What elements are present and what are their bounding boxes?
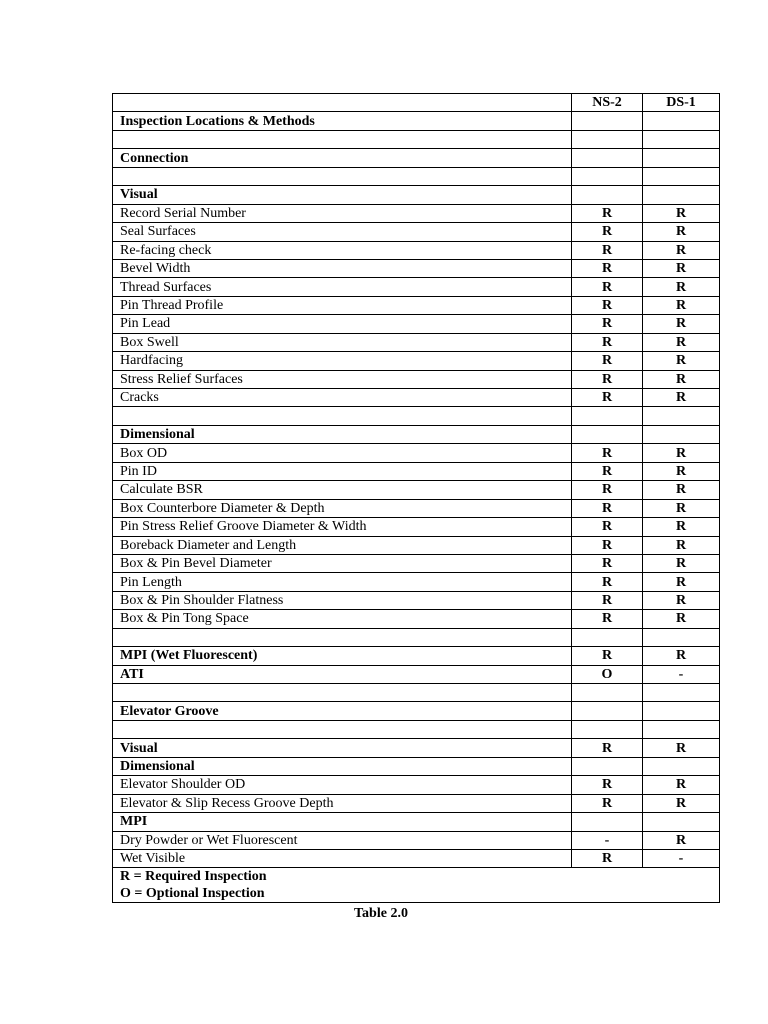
ds1-cell: R [643, 370, 720, 388]
row-label: Dimensional [113, 757, 572, 775]
column-header-ds1: DS-1 [643, 94, 720, 112]
row-label: Cracks [113, 389, 572, 407]
row-label [113, 167, 572, 185]
row-label: Pin Thread Profile [113, 296, 572, 314]
row-label: Calculate BSR [113, 481, 572, 499]
table-row [113, 518, 720, 536]
ns2-cell: R [572, 591, 643, 609]
row-label: Thread Surfaces [113, 278, 572, 296]
ns2-cell: R [572, 739, 643, 757]
row-label: Seal Surfaces [113, 223, 572, 241]
row-label: Dimensional [113, 425, 572, 443]
ns2-cell [572, 149, 643, 167]
ns2-cell: R [572, 370, 643, 388]
inspection-table [112, 93, 720, 903]
row-label: Pin Stress Relief Groove Diameter & Width [113, 518, 572, 536]
ds1-cell [643, 425, 720, 443]
table-row [113, 112, 720, 130]
ns2-cell: R [572, 389, 643, 407]
row-label: Pin ID [113, 462, 572, 480]
table-row [113, 573, 720, 591]
ns2-cell: R [572, 444, 643, 462]
ns2-cell: O [572, 665, 643, 683]
ds1-cell: R [643, 481, 720, 499]
table-row [113, 315, 720, 333]
ns2-cell: R [572, 499, 643, 517]
ns2-cell [572, 425, 643, 443]
ds1-cell: R [643, 739, 720, 757]
row-label [113, 720, 572, 738]
ns2-cell: R [572, 536, 643, 554]
legend-item: O = Optional Inspection [120, 886, 265, 902]
table-caption: Table 2.0 [354, 906, 408, 921]
row-label: Re-facing check [113, 241, 572, 259]
row-label: MPI [113, 813, 572, 831]
ns2-cell: R [572, 518, 643, 536]
table-row [113, 278, 720, 296]
table-row [113, 536, 720, 554]
row-label: Wet Visible [113, 849, 572, 867]
table-row [113, 813, 720, 831]
table-row [113, 739, 720, 757]
legend-item: R = Required Inspection [120, 869, 267, 885]
row-label: Connection [113, 149, 572, 167]
ds1-cell [643, 186, 720, 204]
row-label: Box OD [113, 444, 572, 462]
ds1-cell: R [643, 204, 720, 222]
ds1-cell: R [643, 296, 720, 314]
table-row [113, 186, 720, 204]
table-header-row [113, 94, 720, 112]
table-row [113, 849, 720, 867]
row-label: Bevel Width [113, 259, 572, 277]
row-label: Elevator Shoulder OD [113, 776, 572, 794]
ns2-cell: R [572, 259, 643, 277]
row-label [113, 628, 572, 646]
row-label: Box Swell [113, 333, 572, 351]
ds1-cell: R [643, 278, 720, 296]
table-row [113, 370, 720, 388]
table-row [113, 352, 720, 370]
table-row [113, 831, 720, 849]
ns2-cell: R [572, 794, 643, 812]
row-label: Stress Relief Surfaces [113, 370, 572, 388]
row-label: Visual [113, 739, 572, 757]
ns2-cell [572, 757, 643, 775]
row-label: Box & Pin Bevel Diameter [113, 554, 572, 572]
ds1-cell: R [643, 444, 720, 462]
ns2-cell: R [572, 573, 643, 591]
ds1-cell: R [643, 333, 720, 351]
row-label [113, 130, 572, 148]
ds1-cell [643, 167, 720, 185]
ns2-cell: R [572, 776, 643, 794]
table-row [113, 149, 720, 167]
row-label: Boreback Diameter and Length [113, 536, 572, 554]
table-row [113, 591, 720, 609]
ds1-cell: R [643, 315, 720, 333]
row-label: Record Serial Number [113, 204, 572, 222]
ns2-cell: R [572, 204, 643, 222]
table-row [113, 204, 720, 222]
ns2-cell [572, 720, 643, 738]
row-label [113, 407, 572, 425]
ds1-cell: R [643, 591, 720, 609]
table-row [113, 499, 720, 517]
ns2-cell [572, 130, 643, 148]
row-label: Box & Pin Tong Space [113, 610, 572, 628]
ds1-cell [643, 628, 720, 646]
ds1-cell [643, 130, 720, 148]
table-row [113, 794, 720, 812]
ds1-cell: R [643, 352, 720, 370]
table-row [113, 389, 720, 407]
ds1-cell [643, 813, 720, 831]
legend-cell [113, 868, 720, 903]
table-row [113, 554, 720, 572]
row-label: Elevator Groove [113, 702, 572, 720]
ns2-cell [572, 628, 643, 646]
ds1-cell [643, 757, 720, 775]
ds1-cell: - [643, 849, 720, 867]
row-label: ATI [113, 665, 572, 683]
ns2-cell: R [572, 241, 643, 259]
row-label: Elevator & Slip Recess Groove Depth [113, 794, 572, 812]
header-corner-cell [113, 94, 572, 112]
table-row [113, 610, 720, 628]
table-row [113, 628, 720, 646]
table-row [113, 720, 720, 738]
row-label [113, 684, 572, 702]
ds1-cell: R [643, 573, 720, 591]
ds1-cell: R [643, 389, 720, 407]
table-row [113, 296, 720, 314]
table-row [113, 702, 720, 720]
table-row [113, 684, 720, 702]
ns2-cell: R [572, 610, 643, 628]
table-row [113, 757, 720, 775]
row-label: Box & Pin Shoulder Flatness [113, 591, 572, 609]
ds1-cell: R [643, 647, 720, 665]
ds1-cell: R [643, 499, 720, 517]
ds1-cell [643, 149, 720, 167]
ns2-cell [572, 702, 643, 720]
ds1-cell: R [643, 518, 720, 536]
ns2-cell [572, 112, 643, 130]
table-row [113, 407, 720, 425]
row-label: Hardfacing [113, 352, 572, 370]
ds1-cell [643, 684, 720, 702]
row-label: Pin Length [113, 573, 572, 591]
ns2-cell: R [572, 315, 643, 333]
row-label: MPI (Wet Fluorescent) [113, 647, 572, 665]
ds1-cell: R [643, 259, 720, 277]
ns2-cell: R [572, 352, 643, 370]
ns2-cell: R [572, 462, 643, 480]
table-row [113, 776, 720, 794]
table-row [113, 259, 720, 277]
ds1-cell [643, 720, 720, 738]
table-row [113, 223, 720, 241]
ds1-cell: R [643, 462, 720, 480]
row-label: Pin Lead [113, 315, 572, 333]
table-row [113, 665, 720, 683]
table-row [113, 425, 720, 443]
ds1-cell [643, 407, 720, 425]
ds1-cell: R [643, 223, 720, 241]
row-label: Box Counterbore Diameter & Depth [113, 499, 572, 517]
row-label: Inspection Locations & Methods [113, 112, 572, 130]
table-row [113, 647, 720, 665]
ns2-cell: - [572, 831, 643, 849]
column-header-ns2: NS-2 [572, 94, 643, 112]
ns2-cell [572, 407, 643, 425]
ds1-cell [643, 702, 720, 720]
ns2-cell: R [572, 278, 643, 296]
table-row [113, 481, 720, 499]
ns2-cell: R [572, 296, 643, 314]
row-label: Dry Powder or Wet Fluorescent [113, 831, 572, 849]
ns2-cell [572, 684, 643, 702]
ns2-cell: R [572, 481, 643, 499]
table-row [113, 462, 720, 480]
ds1-cell: - [643, 665, 720, 683]
ns2-cell: R [572, 647, 643, 665]
table-row [113, 444, 720, 462]
ds1-cell: R [643, 794, 720, 812]
table-row [113, 167, 720, 185]
ns2-cell: R [572, 554, 643, 572]
ns2-cell: R [572, 223, 643, 241]
ns2-cell: R [572, 849, 643, 867]
legend-row [113, 868, 720, 903]
ns2-cell [572, 813, 643, 831]
table-row [113, 333, 720, 351]
row-label: Visual [113, 186, 572, 204]
ns2-cell [572, 186, 643, 204]
ns2-cell: R [572, 333, 643, 351]
table-row [113, 130, 720, 148]
ds1-cell: R [643, 776, 720, 794]
ds1-cell: R [643, 241, 720, 259]
ds1-cell: R [643, 554, 720, 572]
ds1-cell [643, 112, 720, 130]
ds1-cell: R [643, 831, 720, 849]
inspection-table-body [113, 94, 720, 903]
ds1-cell: R [643, 536, 720, 554]
ns2-cell [572, 167, 643, 185]
table-row [113, 241, 720, 259]
ds1-cell: R [643, 610, 720, 628]
